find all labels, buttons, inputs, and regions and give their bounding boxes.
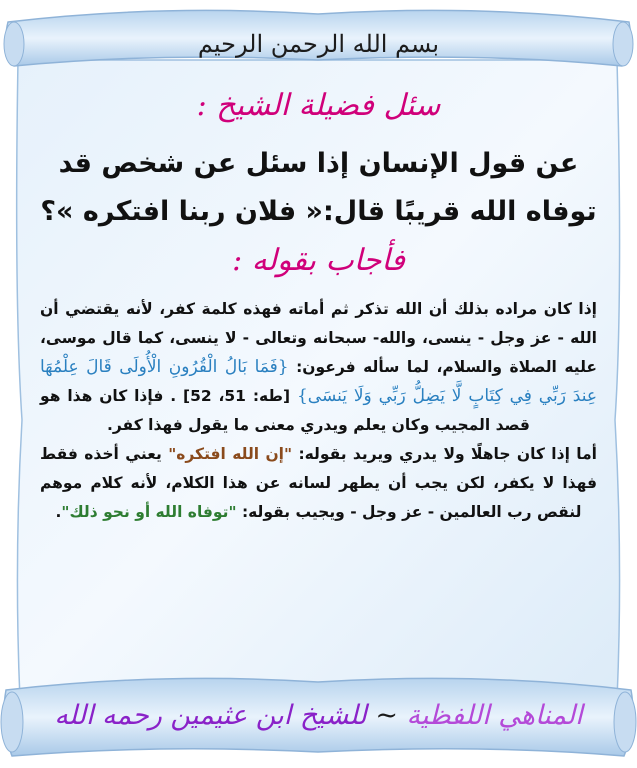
question-text [40,140,597,236]
recommended-phrase: "توفاه الله أو نحو ذلك" [61,503,237,521]
answer-text [40,295,597,527]
quoted-phrase: "إن الله افتكره" [168,445,293,463]
answer-p2-start: أما إذا كان جاهلًا ولا يدري ويريد بقوله: [298,445,597,463]
scroll-content [40,0,597,768]
quran-verse: {فَمَا بَالُ الْقُرُونِ الْأُولَى قَالَ عِلْمُهَا عِندَ رَبِّي فِي كِتَابٍ لَّا يَضِلُّ رَبِّي وَلَا يَنسَى} [40,357,597,406]
answered-heading: فأجاب بقوله : [232,243,405,278]
basmala-calligraphy: بسم الله الرحمن الرحيم [197,30,440,58]
answer-p2-middle: يعني أخذه فقط فهذا لا يكفر، لكن يجب أن يطهر لسانه عن هذا الكلام، لأنه كلام موهم لنقص رب العالمين - عز وجل - ويجيب بقوله: [40,445,597,521]
question-line-1: عن قول الإنسان إذا سئل عن شخص قد [58,148,579,179]
answer-p1-end: . فإذا كان هذا هو قصد المجيب وكان يعلم ويدري معنى ما يقول فهذا كفر. [40,387,530,434]
question-line-2: توفاه الله قريبًا قال:« فلان ربنا افتكره »؟ [40,196,597,227]
answer-p1-start: إذا كان مراده بذلك أن الله تذكر ثم أماته فهذه كلمة كفر، لأنه يقتضي أن الله - عز وجل - ينسى، والله- سبحانه وتعالى - لا ينسى، كما قال موسى، عليه الصلاة والسلام، لما سأله فرعون: [40,300,597,376]
answer-p2-end: . [55,503,62,521]
book-title: المناهي اللفظية [406,700,583,731]
answer-paragraph-1 [40,295,597,440]
footer-source [40,700,597,731]
footer-separator: ~ [375,700,398,731]
verse-reference: [طه: 51، 52] [182,387,291,405]
sheikh-name: للشيخ ابن عثيمين رحمه الله [54,700,367,731]
answer-paragraph-2 [40,440,597,527]
asked-heading: سئل فضيلة الشيخ : [196,88,441,123]
